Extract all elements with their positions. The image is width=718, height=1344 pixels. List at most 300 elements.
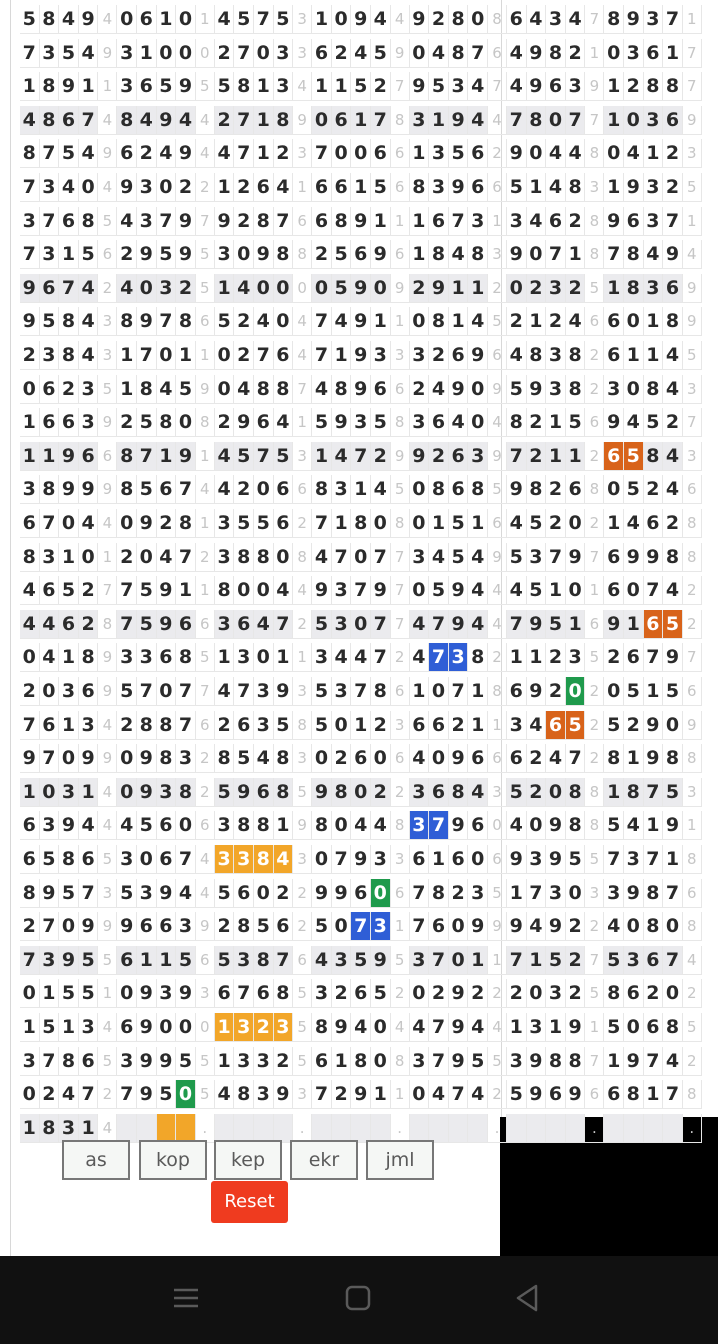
- digit-cell[interactable]: 8: [40, 5, 60, 34]
- digit-cell[interactable]: [410, 1114, 430, 1143]
- digit-cell[interactable]: 6: [59, 610, 79, 639]
- digit-cell[interactable]: 4: [468, 576, 488, 605]
- digit-cell[interactable]: 7: [254, 442, 274, 471]
- digit-cell[interactable]: 5: [371, 979, 391, 1008]
- digit-cell[interactable]: 0: [449, 912, 469, 941]
- digit-cell[interactable]: 7: [546, 240, 566, 269]
- digit-cell[interactable]: 2: [546, 677, 566, 706]
- digit-cell[interactable]: 1: [20, 442, 40, 471]
- digit-cell[interactable]: 3: [40, 240, 60, 269]
- digit-cell[interactable]: 8: [234, 1080, 254, 1109]
- digit-cell[interactable]: 6: [312, 39, 332, 68]
- digit-cell[interactable]: 2: [215, 39, 235, 68]
- digit-cell[interactable]: 0: [604, 139, 624, 168]
- digit-cell[interactable]: 9: [20, 274, 40, 303]
- digit-cell[interactable]: 7: [663, 946, 683, 975]
- digit-cell[interactable]: 1: [410, 207, 430, 236]
- digit-cell[interactable]: 5: [176, 946, 196, 975]
- digit-cell[interactable]: 4: [20, 576, 40, 605]
- digit-cell[interactable]: 9: [234, 778, 254, 807]
- digit-cell[interactable]: 5: [274, 5, 294, 34]
- digit-cell[interactable]: 9: [137, 778, 157, 807]
- digit-cell[interactable]: 8: [371, 677, 391, 706]
- digit-cell[interactable]: 5: [176, 1047, 196, 1076]
- digit-cell[interactable]: 1: [449, 307, 469, 336]
- digit-cell[interactable]: 6: [254, 408, 274, 437]
- digit-cell[interactable]: 9: [644, 711, 664, 740]
- digit-cell[interactable]: [371, 1114, 391, 1143]
- digit-cell[interactable]: 7: [410, 879, 430, 908]
- digit-cell[interactable]: 0: [351, 139, 371, 168]
- digit-cell[interactable]: 9: [274, 677, 294, 706]
- digit-cell[interactable]: 1: [59, 240, 79, 269]
- digit-cell[interactable]: 7: [40, 1047, 60, 1076]
- digit-cell[interactable]: 5: [371, 39, 391, 68]
- digit-cell[interactable]: 0: [137, 845, 157, 874]
- digit-cell[interactable]: 8: [546, 39, 566, 68]
- digit-cell[interactable]: 7: [117, 1080, 137, 1109]
- digit-cell[interactable]: 8: [351, 509, 371, 538]
- digit-cell[interactable]: 3: [644, 274, 664, 303]
- digit-cell[interactable]: 3: [468, 207, 488, 236]
- digit-cell[interactable]: 5: [312, 408, 332, 437]
- digit-cell[interactable]: 0: [157, 1013, 177, 1042]
- digit-cell[interactable]: 5: [157, 240, 177, 269]
- digit-cell[interactable]: 0: [20, 1080, 40, 1109]
- digit-cell[interactable]: 8: [274, 375, 294, 404]
- jml-button[interactable]: jml: [366, 1140, 434, 1180]
- digit-cell[interactable]: 8: [566, 341, 586, 370]
- digit-cell[interactable]: 3: [234, 643, 254, 672]
- kep-button[interactable]: kep: [214, 1140, 282, 1180]
- digit-cell[interactable]: 9: [663, 240, 683, 269]
- digit-cell[interactable]: 8: [604, 5, 624, 34]
- digit-cell[interactable]: 7: [507, 946, 527, 975]
- digit-cell[interactable]: 0: [312, 106, 332, 135]
- digit-cell[interactable]: 7: [546, 543, 566, 572]
- digit-cell[interactable]: 0: [604, 475, 624, 504]
- digit-cell[interactable]: 2: [604, 643, 624, 672]
- digit-cell[interactable]: 9: [449, 106, 469, 135]
- digit-cell[interactable]: 6: [59, 207, 79, 236]
- digit-cell[interactable]: 9: [566, 543, 586, 572]
- digit-cell[interactable]: 4: [117, 207, 137, 236]
- digit-cell[interactable]: 8: [59, 1047, 79, 1076]
- digit-cell[interactable]: 7: [59, 274, 79, 303]
- digit-cell[interactable]: 9: [468, 341, 488, 370]
- digit-cell[interactable]: 3: [215, 610, 235, 639]
- digit-cell[interactable]: 5: [59, 576, 79, 605]
- digit-cell[interactable]: 6: [20, 509, 40, 538]
- digit-cell[interactable]: 9: [137, 240, 157, 269]
- digit-cell[interactable]: 8: [644, 442, 664, 471]
- digit-cell[interactable]: 8: [527, 475, 547, 504]
- digit-cell[interactable]: 6: [351, 240, 371, 269]
- digit-cell[interactable]: 2: [663, 173, 683, 202]
- digit-cell[interactable]: 9: [410, 72, 430, 101]
- digit-cell[interactable]: 4: [410, 1013, 430, 1042]
- digit-cell[interactable]: 2: [644, 475, 664, 504]
- digit-cell[interactable]: 8: [410, 173, 430, 202]
- digit-cell[interactable]: 2: [117, 711, 137, 740]
- digit-cell[interactable]: 4: [468, 543, 488, 572]
- digit-cell[interactable]: 7: [351, 576, 371, 605]
- digit-cell[interactable]: 2: [663, 509, 683, 538]
- digit-cell[interactable]: 3: [40, 341, 60, 370]
- digit-cell[interactable]: 7: [371, 610, 391, 639]
- digit-cell[interactable]: 8: [137, 711, 157, 740]
- digit-cell[interactable]: 9: [449, 811, 469, 840]
- digit-cell[interactable]: 9: [351, 1080, 371, 1109]
- digit-cell[interactable]: 8: [254, 375, 274, 404]
- digit-cell[interactable]: 3: [117, 39, 137, 68]
- digit-cell[interactable]: 3: [176, 744, 196, 773]
- digit-cell[interactable]: 1: [20, 72, 40, 101]
- digit-cell[interactable]: 6: [468, 744, 488, 773]
- digit-cell[interactable]: 9: [176, 72, 196, 101]
- digit-cell[interactable]: 8: [663, 744, 683, 773]
- digit-cell[interactable]: 9: [59, 442, 79, 471]
- digit-cell[interactable]: 9: [546, 845, 566, 874]
- digit-cell[interactable]: 8: [663, 307, 683, 336]
- digit-cell[interactable]: 0: [215, 375, 235, 404]
- digit-cell[interactable]: 1: [20, 778, 40, 807]
- digit-cell[interactable]: 9: [157, 610, 177, 639]
- digit-cell[interactable]: 4: [663, 1047, 683, 1076]
- digit-cell[interactable]: 0: [410, 979, 430, 1008]
- digit-cell[interactable]: 1: [410, 139, 430, 168]
- digit-cell[interactable]: 4: [663, 576, 683, 605]
- digit-cell[interactable]: 8: [332, 375, 352, 404]
- digit-cell[interactable]: 3: [371, 912, 391, 941]
- digit-cell[interactable]: 5: [137, 610, 157, 639]
- digit-cell[interactable]: 2: [20, 341, 40, 370]
- digit-cell[interactable]: 6: [312, 173, 332, 202]
- digit-cell[interactable]: 0: [527, 811, 547, 840]
- digit-cell[interactable]: 7: [449, 1080, 469, 1109]
- digit-cell[interactable]: 9: [566, 1080, 586, 1109]
- digit-cell[interactable]: 7: [137, 442, 157, 471]
- digit-cell[interactable]: 9: [527, 1080, 547, 1109]
- digit-cell[interactable]: 3: [546, 5, 566, 34]
- digit-cell[interactable]: 6: [40, 576, 60, 605]
- digit-cell[interactable]: 4: [624, 509, 644, 538]
- digit-cell[interactable]: 1: [604, 509, 624, 538]
- digit-cell[interactable]: 9: [312, 576, 332, 605]
- digit-cell[interactable]: 3: [566, 72, 586, 101]
- digit-cell[interactable]: 9: [351, 307, 371, 336]
- digit-cell[interactable]: 8: [117, 442, 137, 471]
- digit-cell[interactable]: 0: [332, 5, 352, 34]
- digit-cell[interactable]: 1: [507, 643, 527, 672]
- digit-cell[interactable]: 3: [79, 408, 99, 437]
- digit-cell[interactable]: 1: [468, 946, 488, 975]
- digit-cell[interactable]: 1: [604, 1047, 624, 1076]
- digit-cell[interactable]: 4: [468, 1080, 488, 1109]
- digit-cell[interactable]: 7: [137, 677, 157, 706]
- digit-cell[interactable]: 3: [449, 643, 469, 672]
- digit-cell[interactable]: 4: [527, 5, 547, 34]
- digit-cell[interactable]: 3: [371, 341, 391, 370]
- digit-cell[interactable]: 9: [527, 375, 547, 404]
- digit-cell[interactable]: 0: [332, 139, 352, 168]
- digit-cell[interactable]: 2: [624, 711, 644, 740]
- digit-cell[interactable]: 6: [59, 408, 79, 437]
- digit-cell[interactable]: 2: [371, 442, 391, 471]
- digit-cell[interactable]: 2: [215, 912, 235, 941]
- digit-cell[interactable]: 7: [117, 576, 137, 605]
- digit-cell[interactable]: 3: [274, 1013, 294, 1042]
- digit-cell[interactable]: 0: [351, 778, 371, 807]
- digit-cell[interactable]: 4: [351, 643, 371, 672]
- digit-cell[interactable]: 4: [527, 207, 547, 236]
- digit-cell[interactable]: 5: [663, 778, 683, 807]
- digit-cell[interactable]: 3: [215, 845, 235, 874]
- digit-cell[interactable]: 8: [215, 576, 235, 605]
- digit-cell[interactable]: 3: [254, 711, 274, 740]
- digit-cell[interactable]: 4: [468, 610, 488, 639]
- digit-cell[interactable]: 8: [604, 744, 624, 773]
- digit-cell[interactable]: 9: [137, 509, 157, 538]
- digit-cell[interactable]: 2: [274, 139, 294, 168]
- digit-cell[interactable]: 2: [410, 274, 430, 303]
- digit-cell[interactable]: 6: [40, 274, 60, 303]
- digit-cell[interactable]: 2: [176, 173, 196, 202]
- digit-cell[interactable]: 6: [40, 375, 60, 404]
- digit-cell[interactable]: 7: [449, 677, 469, 706]
- digit-cell[interactable]: 3: [624, 946, 644, 975]
- digit-cell[interactable]: 8: [644, 912, 664, 941]
- digit-cell[interactable]: 0: [117, 509, 137, 538]
- digit-cell[interactable]: 1: [332, 72, 352, 101]
- digit-cell[interactable]: 4: [215, 1080, 235, 1109]
- digit-cell[interactable]: 1: [59, 711, 79, 740]
- digit-cell[interactable]: 4: [507, 509, 527, 538]
- digit-cell[interactable]: 3: [644, 207, 664, 236]
- digit-cell[interactable]: 0: [274, 274, 294, 303]
- digit-cell[interactable]: 8: [176, 778, 196, 807]
- digit-cell[interactable]: 1: [371, 307, 391, 336]
- digit-cell[interactable]: 0: [79, 543, 99, 572]
- digit-cell[interactable]: 9: [546, 912, 566, 941]
- digit-cell[interactable]: 8: [312, 811, 332, 840]
- digit-cell[interactable]: 1: [20, 408, 40, 437]
- digit-cell[interactable]: 0: [351, 543, 371, 572]
- digit-cell[interactable]: 0: [79, 173, 99, 202]
- digit-cell[interactable]: 4: [429, 1080, 449, 1109]
- digit-cell[interactable]: 4: [663, 375, 683, 404]
- digit-cell[interactable]: 9: [371, 576, 391, 605]
- digit-cell[interactable]: 4: [157, 543, 177, 572]
- digit-cell[interactable]: 1: [351, 711, 371, 740]
- digit-cell[interactable]: 6: [157, 912, 177, 941]
- digit-cell[interactable]: 7: [157, 307, 177, 336]
- digit-cell[interactable]: 4: [507, 811, 527, 840]
- digit-cell[interactable]: 4: [79, 139, 99, 168]
- digit-cell[interactable]: 6: [449, 475, 469, 504]
- digit-cell[interactable]: 7: [312, 509, 332, 538]
- digit-cell[interactable]: 5: [527, 576, 547, 605]
- digit-cell[interactable]: 5: [429, 576, 449, 605]
- digit-cell[interactable]: 0: [468, 5, 488, 34]
- digit-cell[interactable]: 5: [215, 72, 235, 101]
- digit-cell[interactable]: 6: [507, 5, 527, 34]
- digit-cell[interactable]: 1: [468, 677, 488, 706]
- digit-cell[interactable]: 5: [332, 274, 352, 303]
- digit-cell[interactable]: 7: [604, 845, 624, 874]
- digit-cell[interactable]: 4: [234, 274, 254, 303]
- digit-cell[interactable]: 3: [20, 207, 40, 236]
- digit-cell[interactable]: [429, 1114, 449, 1143]
- digit-cell[interactable]: 3: [117, 72, 137, 101]
- digit-cell[interactable]: 0: [40, 677, 60, 706]
- digit-cell[interactable]: 4: [79, 39, 99, 68]
- digit-cell[interactable]: 4: [624, 811, 644, 840]
- digit-cell[interactable]: 4: [59, 5, 79, 34]
- digit-cell[interactable]: 2: [546, 307, 566, 336]
- digit-cell[interactable]: 4: [604, 912, 624, 941]
- digit-cell[interactable]: 4: [215, 5, 235, 34]
- digit-cell[interactable]: 5: [137, 811, 157, 840]
- digit-cell[interactable]: 3: [274, 39, 294, 68]
- digit-cell[interactable]: 0: [40, 778, 60, 807]
- digit-cell[interactable]: 0: [59, 509, 79, 538]
- digit-cell[interactable]: 7: [429, 610, 449, 639]
- digit-cell[interactable]: 1: [410, 677, 430, 706]
- digit-cell[interactable]: 4: [507, 341, 527, 370]
- digit-cell[interactable]: 9: [176, 979, 196, 1008]
- digit-cell[interactable]: 6: [604, 1080, 624, 1109]
- digit-cell[interactable]: 3: [117, 845, 137, 874]
- digit-cell[interactable]: 5: [371, 173, 391, 202]
- digit-cell[interactable]: 4: [40, 643, 60, 672]
- digit-cell[interactable]: 1: [79, 72, 99, 101]
- digit-cell[interactable]: 8: [40, 475, 60, 504]
- digit-cell[interactable]: 4: [215, 442, 235, 471]
- digit-cell[interactable]: 9: [663, 811, 683, 840]
- digit-cell[interactable]: 3: [234, 1013, 254, 1042]
- digit-cell[interactable]: 2: [20, 677, 40, 706]
- digit-cell[interactable]: 0: [371, 274, 391, 303]
- digit-cell[interactable]: 1: [59, 643, 79, 672]
- digit-cell[interactable]: 9: [351, 845, 371, 874]
- digit-cell[interactable]: 6: [312, 1047, 332, 1076]
- digit-cell[interactable]: 1: [604, 778, 624, 807]
- digit-cell[interactable]: 3: [40, 173, 60, 202]
- digit-cell[interactable]: 0: [410, 39, 430, 68]
- digit-cell[interactable]: 4: [371, 5, 391, 34]
- digit-cell[interactable]: 1: [79, 1114, 99, 1143]
- digit-cell[interactable]: 4: [157, 139, 177, 168]
- digit-cell[interactable]: 5: [234, 744, 254, 773]
- digit-cell[interactable]: 5: [604, 1013, 624, 1042]
- digit-cell[interactable]: [117, 1114, 137, 1143]
- digit-cell[interactable]: 6: [40, 711, 60, 740]
- digit-cell[interactable]: 6: [604, 341, 624, 370]
- digit-cell[interactable]: 6: [157, 475, 177, 504]
- digit-cell[interactable]: 4: [215, 139, 235, 168]
- digit-cell[interactable]: 3: [546, 879, 566, 908]
- digit-cell[interactable]: 6: [546, 207, 566, 236]
- digit-cell[interactable]: 7: [371, 543, 391, 572]
- digit-cell[interactable]: 7: [507, 442, 527, 471]
- digit-cell[interactable]: 1: [429, 845, 449, 874]
- digit-cell[interactable]: 5: [449, 543, 469, 572]
- digit-cell[interactable]: 2: [117, 240, 137, 269]
- digit-cell[interactable]: 6: [371, 139, 391, 168]
- digit-cell[interactable]: 8: [254, 207, 274, 236]
- digit-cell[interactable]: 9: [176, 442, 196, 471]
- digit-cell[interactable]: 5: [79, 240, 99, 269]
- menu-icon[interactable]: [166, 1278, 206, 1318]
- digit-cell[interactable]: 8: [254, 845, 274, 874]
- digit-cell[interactable]: 9: [137, 744, 157, 773]
- digit-cell[interactable]: 8: [274, 240, 294, 269]
- digit-cell[interactable]: 0: [663, 912, 683, 941]
- digit-cell[interactable]: 6: [274, 341, 294, 370]
- digit-cell[interactable]: 6: [254, 173, 274, 202]
- digit-cell[interactable]: 2: [429, 979, 449, 1008]
- digit-cell[interactable]: 2: [566, 39, 586, 68]
- digit-cell[interactable]: 8: [312, 1013, 332, 1042]
- digit-cell[interactable]: 3: [410, 1047, 430, 1076]
- digit-cell[interactable]: 2: [527, 778, 547, 807]
- digit-cell[interactable]: 5: [117, 879, 137, 908]
- digit-cell[interactable]: 3: [332, 610, 352, 639]
- digit-cell[interactable]: 6: [468, 811, 488, 840]
- digit-cell[interactable]: 4: [566, 307, 586, 336]
- digit-cell[interactable]: 3: [546, 341, 566, 370]
- digit-cell[interactable]: 6: [20, 811, 40, 840]
- digit-cell[interactable]: 0: [527, 139, 547, 168]
- digit-cell[interactable]: 4: [546, 139, 566, 168]
- digit-cell[interactable]: 2: [176, 274, 196, 303]
- digit-cell[interactable]: 3: [137, 173, 157, 202]
- digit-cell[interactable]: 6: [137, 72, 157, 101]
- digit-cell[interactable]: 2: [59, 375, 79, 404]
- digit-cell[interactable]: 9: [20, 307, 40, 336]
- digit-cell[interactable]: 1: [507, 1013, 527, 1042]
- digit-cell[interactable]: 8: [663, 1013, 683, 1042]
- digit-cell[interactable]: 6: [117, 139, 137, 168]
- digit-cell[interactable]: 1: [507, 879, 527, 908]
- digit-cell[interactable]: 6: [351, 879, 371, 908]
- digit-cell[interactable]: 9: [79, 475, 99, 504]
- digit-cell[interactable]: 8: [429, 307, 449, 336]
- digit-cell[interactable]: 5: [79, 979, 99, 1008]
- digit-cell[interactable]: 7: [234, 106, 254, 135]
- digit-cell[interactable]: 4: [429, 543, 449, 572]
- digit-cell[interactable]: 9: [59, 946, 79, 975]
- digit-cell[interactable]: 4: [663, 442, 683, 471]
- digit-cell[interactable]: 5: [663, 610, 683, 639]
- digit-cell[interactable]: 2: [234, 475, 254, 504]
- digit-cell[interactable]: 3: [371, 845, 391, 874]
- digit-cell[interactable]: 4: [332, 442, 352, 471]
- digit-cell[interactable]: 9: [137, 1013, 157, 1042]
- digit-cell[interactable]: 4: [449, 408, 469, 437]
- digit-cell[interactable]: 6: [468, 139, 488, 168]
- digit-cell[interactable]: 2: [20, 912, 40, 941]
- digit-cell[interactable]: 0: [332, 912, 352, 941]
- digit-cell[interactable]: 1: [566, 240, 586, 269]
- digit-cell[interactable]: 4: [351, 39, 371, 68]
- digit-cell[interactable]: 5: [527, 509, 547, 538]
- digit-cell[interactable]: 2: [157, 509, 177, 538]
- digit-cell[interactable]: 3: [254, 1080, 274, 1109]
- digit-cell[interactable]: 0: [254, 879, 274, 908]
- digit-cell[interactable]: 1: [527, 173, 547, 202]
